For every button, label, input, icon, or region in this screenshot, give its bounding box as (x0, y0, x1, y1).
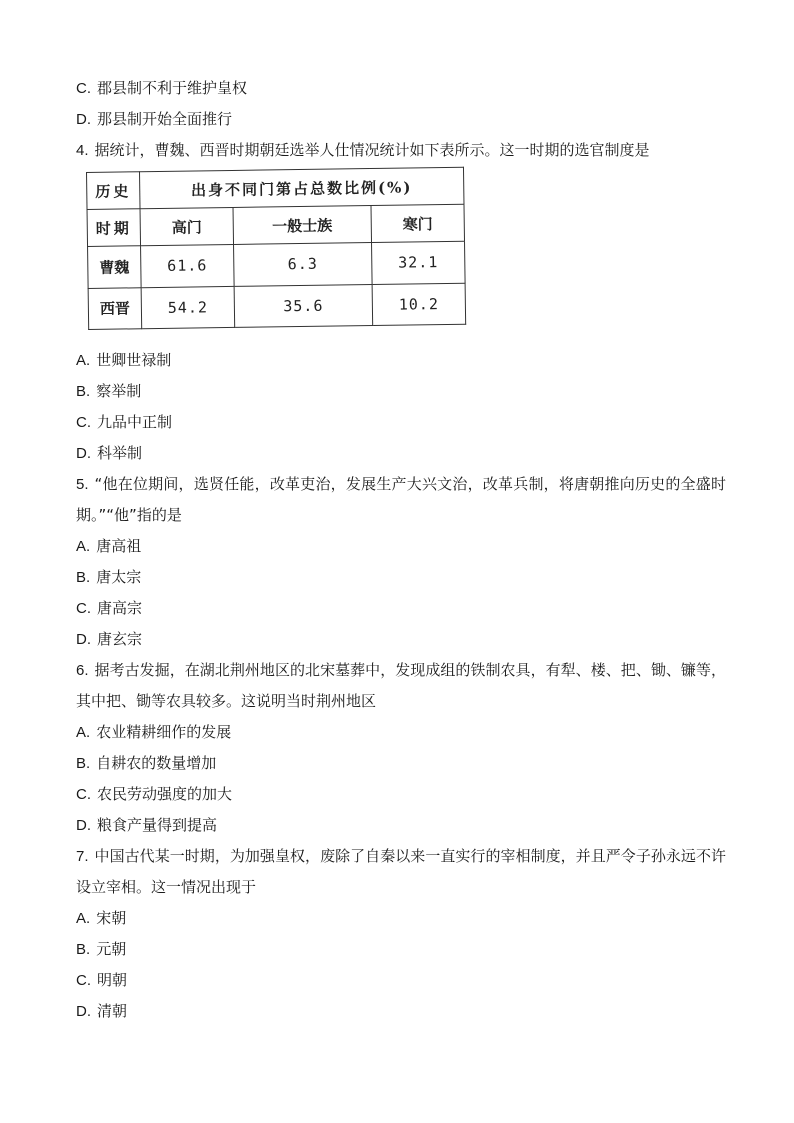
table-cell: 32.1 (371, 241, 465, 284)
q6-option-a (76, 722, 231, 743)
option-text: 察举制 (96, 382, 142, 400)
q7-stem (76, 841, 726, 903)
q6-option-b (76, 753, 216, 774)
question-number: 7. (76, 848, 89, 865)
table-row (88, 283, 466, 330)
option-letter: C. (76, 972, 91, 989)
option-letter: A. (76, 724, 91, 741)
option-letter: D. (76, 1003, 91, 1020)
table-row (88, 241, 466, 288)
option-text: 世卿世禄制 (96, 351, 172, 369)
option-text: 唐高宗 (97, 599, 143, 617)
option-text: 自耕农的数量增加 (96, 754, 217, 772)
option-text: 郡县制不利于维护皇权 (97, 79, 248, 97)
option-letter: A. (76, 910, 91, 927)
option-letter: B. (76, 941, 91, 958)
header-history: 历史 (87, 172, 141, 210)
option-letter: D. (76, 111, 91, 128)
question-number: 5. (76, 476, 89, 493)
option-letter: C. (76, 600, 91, 617)
q7-option-d (76, 1001, 127, 1022)
option-text: 农民劳动强度的加大 (97, 785, 233, 803)
q4-option-d (76, 443, 142, 464)
table-cell: 6.3 (234, 243, 373, 286)
question-text: 据考古发掘，在湖北荆州地区的北宋墓葬中，发现成组的铁制农具，有犁、楼、把、锄、镰等，其中把、锄等农具较多。这说明当时荆州地区 (76, 661, 726, 710)
header-period: 时期 (87, 209, 141, 247)
q5-option-c (76, 598, 142, 619)
stat-table (86, 167, 466, 330)
option-letter: C. (76, 80, 91, 97)
option-letter: C. (76, 786, 91, 803)
q5-option-b (76, 567, 141, 588)
option-text: 粮食产量得到提高 (97, 816, 218, 834)
q4-option-a (76, 350, 171, 371)
option-text: 那县制开始全面推行 (97, 110, 233, 128)
row-label: 曹魏 (88, 246, 142, 288)
question-text: 据统计，曹魏、西晋时期朝廷选举人仕情况统计如下表所示。这一时期的选官制度是 (94, 141, 650, 159)
option-letter: B. (76, 755, 91, 772)
option-letter: A. (76, 538, 91, 555)
table-cell: 10.2 (372, 283, 466, 326)
option-text: 科举制 (97, 444, 143, 462)
question-number: 6. (76, 662, 89, 679)
q5-option-d (76, 629, 142, 650)
q4-stem (76, 140, 650, 161)
option-letter: B. (76, 383, 91, 400)
q4-option-b (76, 381, 141, 402)
q7-option-b (76, 939, 126, 960)
q3-option-c (76, 78, 247, 99)
question-text: “他在位期间，选贤任能，改革吏治，发展生产大兴文治，改革兵制，将唐朝推向历史的全盛时期。”“他”指的是 (76, 475, 726, 524)
option-letter: D. (76, 631, 91, 648)
q3-option-d (76, 109, 232, 130)
option-letter: D. (76, 445, 91, 462)
option-text: 九品中正制 (97, 413, 173, 431)
option-text: 农业精耕细作的发展 (96, 723, 232, 741)
table-cell: 61.6 (141, 244, 235, 287)
option-text: 明朝 (97, 971, 128, 989)
option-letter: A. (76, 352, 91, 369)
q4-option-c (76, 412, 172, 433)
q6-option-c (76, 784, 232, 805)
question-number: 4. (76, 142, 89, 159)
q6-stem (76, 655, 726, 717)
option-letter: B. (76, 569, 91, 586)
col-header: 一般士族 (233, 206, 371, 245)
q7-option-a (76, 908, 126, 929)
option-letter: C. (76, 414, 91, 431)
col-header: 寒门 (371, 204, 465, 242)
q6-option-d (76, 815, 217, 836)
table-cell: 54.2 (141, 286, 235, 329)
option-text: 宋朝 (96, 909, 127, 927)
header-ratio: 出身不同门第占总数比例(%) (140, 167, 464, 209)
option-text: 唐太宗 (96, 568, 142, 586)
option-text: 唐玄宗 (97, 630, 143, 648)
col-header: 高门 (140, 207, 233, 245)
option-text: 清朝 (97, 1002, 128, 1020)
table-cell: 35.6 (234, 284, 373, 327)
option-text: 元朝 (96, 940, 127, 958)
q5-option-a (76, 536, 141, 557)
option-letter: D. (76, 817, 91, 834)
question-text: 中国古代某一时期，为加强皇权，废除了自秦以来一直实行的宰相制度，并且严令子孙永远不许设立宰相。这一情况出现于 (76, 847, 726, 896)
q7-option-c (76, 970, 127, 991)
q4-statistics-table (86, 167, 468, 334)
q5-stem (76, 469, 726, 531)
row-label: 西晋 (88, 287, 142, 329)
option-text: 唐高祖 (96, 537, 142, 555)
